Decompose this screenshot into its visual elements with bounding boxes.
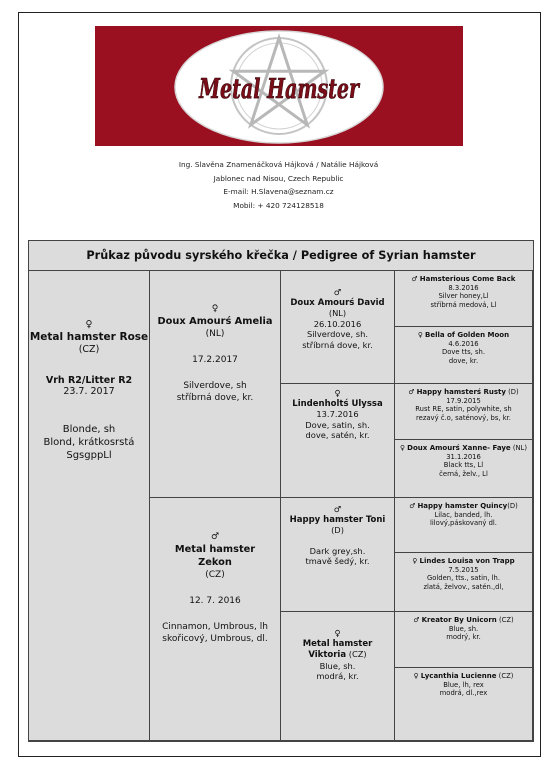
sire-color: Cinnamon, Umbrous, lh [162, 622, 268, 632]
female-icon: ♀ [334, 628, 341, 638]
gg-cell-3 [395, 384, 533, 440]
sire-dam-country: (CZ) [348, 649, 367, 660]
dam-name: Doux Amourś Amelia [157, 316, 273, 327]
gg-name: Lycanthia Lucienne [420, 672, 497, 680]
gg-color: Blue, sh. [448, 624, 479, 633]
subject-country: (CZ) [78, 344, 100, 355]
sire-sire-cell [281, 498, 395, 612]
gg-cell-7 [395, 612, 533, 668]
pedigree-title: Průkaz původu syrského křečka / Pedigree of Syrian hamster [29, 241, 533, 271]
dam-sire-date: 26.10.2016 [313, 318, 362, 329]
dam-sire-country: (NL) [328, 308, 347, 319]
metal-hamster-logo [95, 26, 463, 146]
dam-color-cz: stříbrná dove, kr. [176, 393, 254, 403]
gg-color-cz: rezavý č.o, saténový, bs, kr. [416, 414, 511, 423]
gg-color-cz: zlatá, želvov., satén.,dl, [423, 583, 504, 592]
gg-color: Rust RE, satin, polywhite, sh [415, 405, 512, 414]
gg-cell-5 [395, 498, 533, 553]
dam-dam-name: Lindenholtś Ulyssa [292, 398, 383, 409]
gg-color-cz: modrá, dl.,rex [439, 689, 488, 698]
male-icon: ♂ [210, 532, 220, 542]
gg-cell-2 [395, 327, 533, 384]
dam-dam-color-cz: dove, satén, kr. [305, 430, 370, 441]
dam-dam-color: Dove, satin, sh. [305, 419, 370, 430]
gg-color: Black tts, Ll [443, 461, 484, 470]
gg-country: (D) [507, 502, 518, 510]
gg-date: 7.5.2015 [448, 565, 479, 574]
female-icon: ♀ [412, 557, 418, 565]
gg-cell-8 [395, 668, 533, 741]
gg-country: (CZ) [498, 616, 514, 624]
sire-sire-name: Happy hamster Toni [289, 514, 386, 525]
pedigree-table [28, 240, 534, 742]
subject-cell [29, 271, 150, 741]
subject-litter: Vrh R2/Litter R2 [45, 375, 133, 386]
dam-dam-date: 13.7.2016 [316, 409, 359, 420]
gg-color-cz: černá, želv., Ll [439, 470, 488, 479]
male-icon: ♂ [411, 275, 418, 283]
gg-name: Happy hamsterś Rusty [416, 388, 506, 396]
sire-dam-name: Metal hamster [302, 638, 373, 649]
dam-sire-color-cz: stříbrná dove, kr. [302, 339, 373, 350]
gg-name: Doux Amourś Xanne- Faye [407, 444, 511, 452]
subject-color-cz: Blond, krátkosrstá [43, 437, 135, 448]
dam-sire-color: Silverdove, sh. [306, 329, 368, 340]
gg-date: 17.9.2015 [446, 396, 481, 405]
sire-country: (CZ) [205, 570, 225, 580]
dam-dam-cell [281, 384, 395, 498]
male-icon: ♂ [333, 287, 342, 297]
subject-genotype: SgsgppLl [66, 450, 112, 461]
owner-names: Ing. Slavěna Znamenáčková Hájková / Natálie Hájková [178, 160, 379, 169]
male-icon: ♂ [409, 502, 416, 510]
gg-date: 8.3.2016 [448, 283, 479, 292]
gg-cell-6 [395, 553, 533, 612]
dam-sire-cell [281, 271, 395, 384]
female-icon: ♀ [334, 388, 341, 398]
gg-name: Hamsterious Come Back [419, 275, 516, 283]
gg-color-cz: lilový,páskovaný dl. [430, 519, 497, 528]
gg-name: Bella of Golden Moon [425, 331, 510, 339]
sire-sire-color-cz: tmavě šedý, kr. [305, 556, 370, 567]
gg-country: (CZ) [498, 672, 514, 680]
gg-date: 31.1.2016 [446, 452, 481, 461]
dam-cell [150, 271, 281, 498]
gg-name: Lindes Louisa von Trapp [419, 557, 515, 565]
sire-name-2: Zekon [198, 557, 232, 568]
gg-cell-4 [395, 440, 533, 498]
gg-name: Kreator By Unicorn [421, 616, 497, 624]
subject-date: 23.7. 2017 [63, 386, 115, 397]
dam-sire-name: Doux Amourś David [290, 297, 385, 308]
dam-color: Silverdove, sh [183, 381, 247, 391]
sire-name: Metal hamster [174, 544, 256, 555]
gg-color-cz: modrý, kr. [446, 633, 481, 642]
gg-color: Silver honey,Ll [438, 292, 489, 301]
female-icon: ♀ [211, 304, 219, 314]
gg-color: Dove tts, sh. [442, 348, 485, 357]
gg-color: Golden, tts., satin, lh. [426, 574, 501, 583]
female-icon: ♀ [85, 319, 93, 330]
address: Jablonec nad Nisou, Czech Republic [213, 173, 344, 183]
gg-color-cz: dove, kr. [448, 357, 479, 366]
gg-color-cz: stříbrná medová, Ll [430, 301, 497, 310]
mobile: Mobil: + 420 724128518 [233, 200, 324, 210]
email: E-mail: H.Slavena@seznam.cz [223, 187, 334, 197]
gg-color: Blue, lh, rex [443, 680, 484, 689]
sire-color-cz: skořicový, Umbrous, dl. [162, 634, 268, 644]
female-icon: ♀ [400, 444, 405, 452]
gg-country: (NL) [512, 444, 527, 452]
gg-country: (D) [508, 388, 519, 396]
sire-dam-name-2: Viktoria [308, 650, 347, 661]
gg-cell-1 [395, 271, 533, 327]
sire-date: 12. 7. 2016 [189, 596, 241, 606]
gg-date: 4.6.2016 [448, 339, 479, 348]
male-icon: ♂ [413, 616, 420, 624]
gg-color: Lilac, banded, lh. [434, 510, 493, 519]
dam-country: (NL) [205, 329, 225, 339]
logo-banner [95, 26, 463, 146]
male-icon: ♂ [333, 504, 342, 514]
sire-sire-country: (D) [331, 525, 344, 536]
female-icon: ♀ [417, 331, 423, 339]
female-icon: ♀ [413, 672, 419, 680]
contact-block [0, 158, 557, 212]
logo-text: Metal Hamster [198, 74, 361, 105]
dam-date: 17.2.2017 [192, 355, 238, 365]
sire-dam-cell [281, 612, 395, 741]
male-icon: ♂ [408, 388, 415, 396]
sire-dam-color: Blue, sh. [319, 660, 356, 671]
sire-sire-color: Dark grey,sh. [309, 545, 366, 556]
subject-color: Blonde, sh [62, 424, 116, 435]
sire-cell [150, 498, 281, 741]
sire-dam-color-cz: modrá, kr. [316, 671, 359, 682]
gg-name: Happy hamster Quincy [417, 502, 508, 510]
subject-name: Metal hamster Rose [29, 331, 149, 343]
